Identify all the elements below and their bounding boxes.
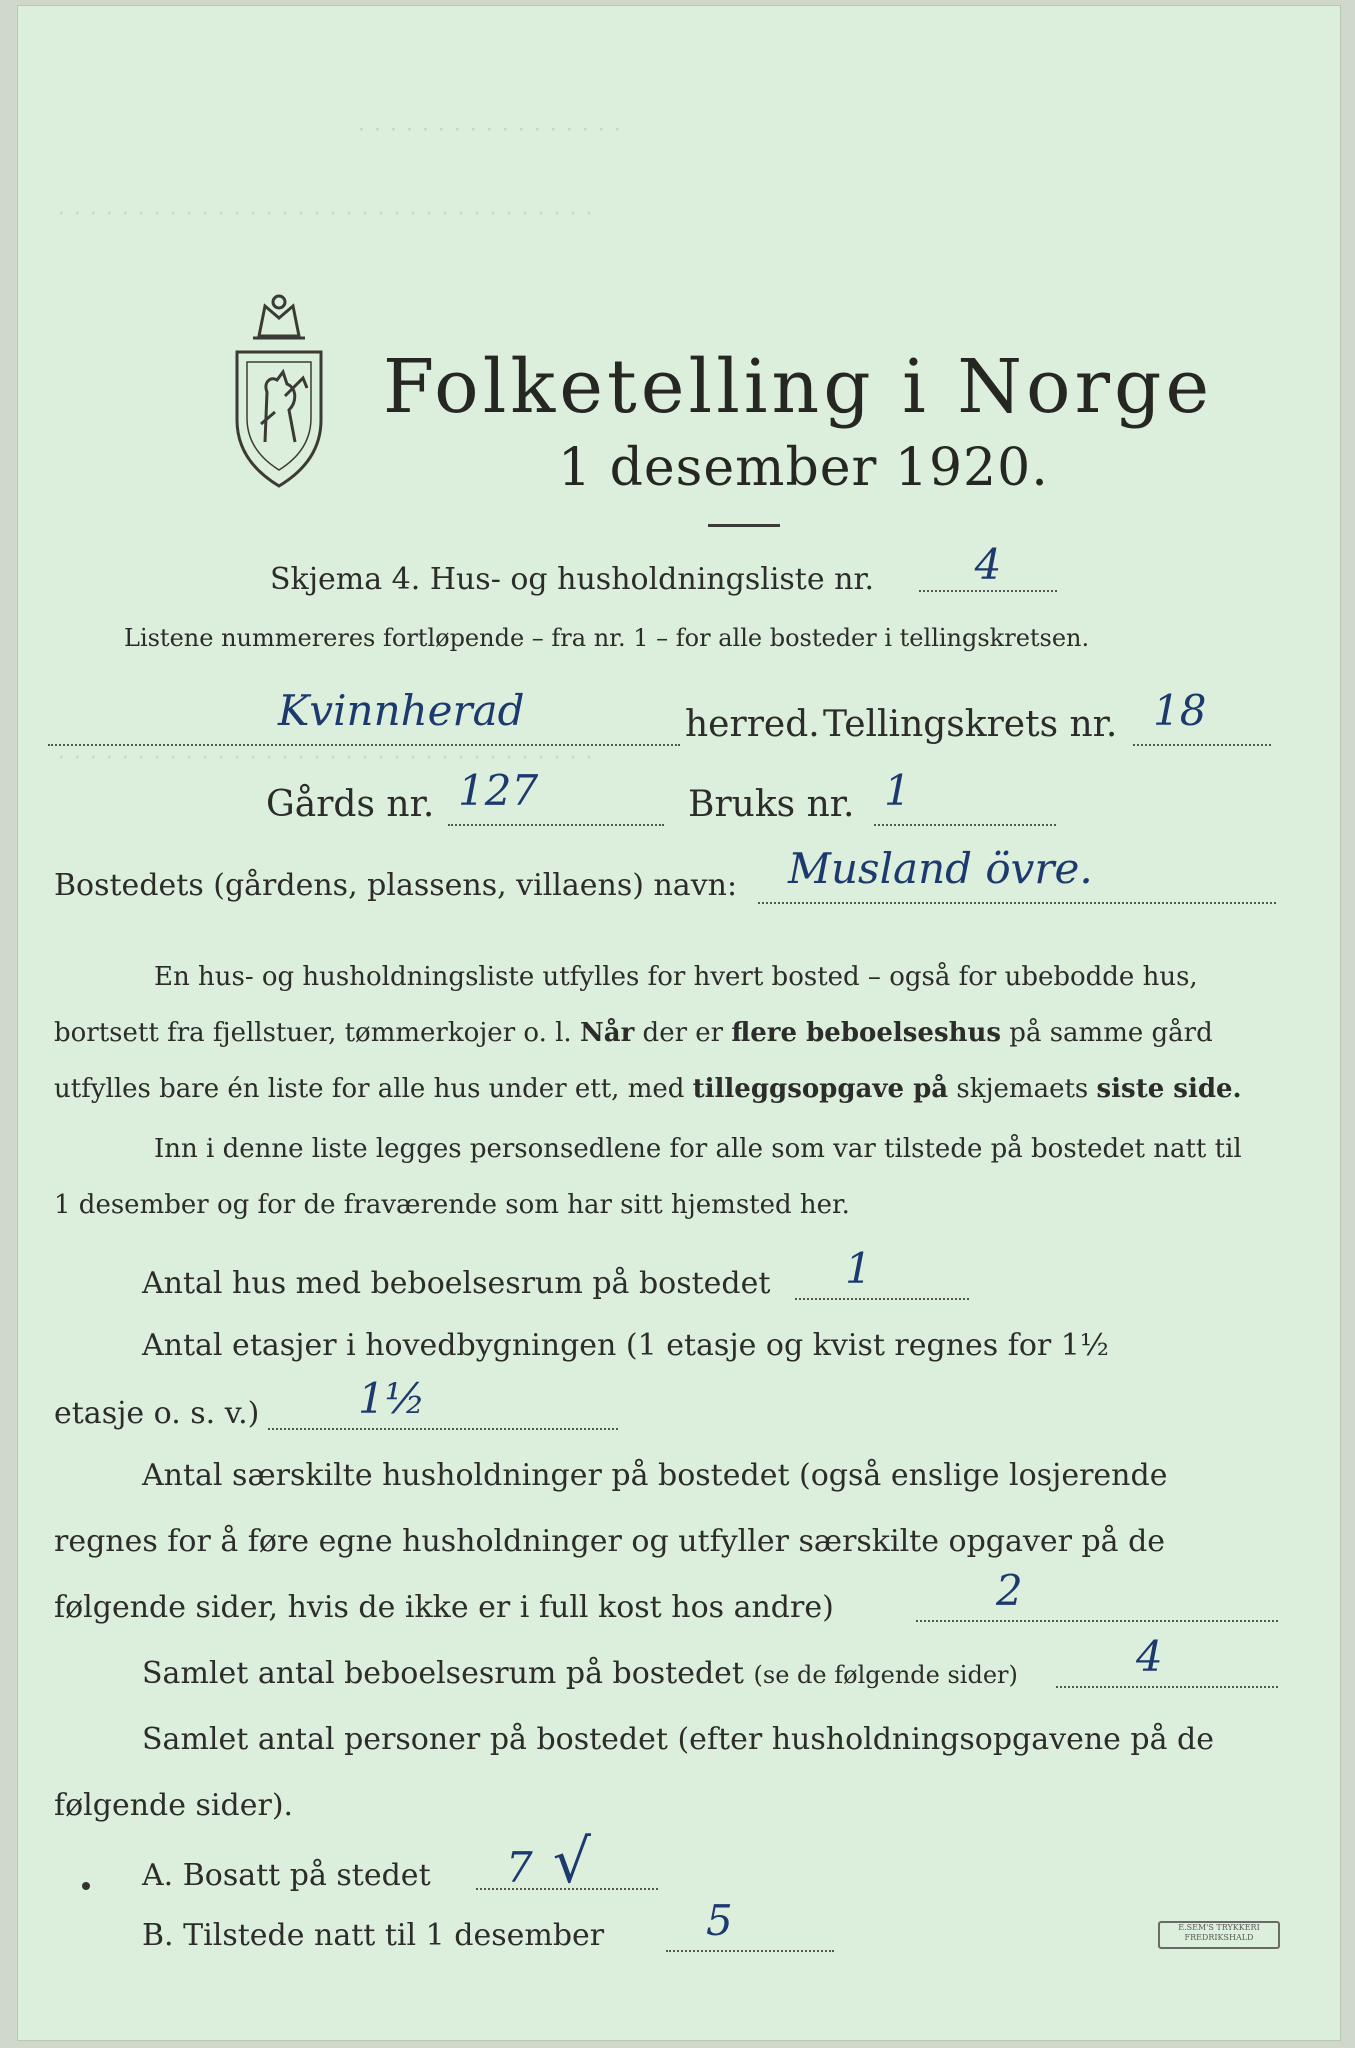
beboelsesrum-value: 4: [1136, 1632, 1163, 1681]
bosted-field[interactable]: [758, 844, 1276, 904]
printer-stamp: E.SEM'S TRYKKERI FREDRIKSHALD: [1158, 1921, 1280, 1949]
hus-value: 1: [845, 1244, 872, 1293]
bruks-label: Bruks nr.: [688, 784, 855, 825]
husholdninger-label-cont: følgende sider, hvis de ikke er i full kost hos andre): [54, 1590, 834, 1625]
schema-note: Listene nummereres fortløpende – fra nr. 1 – for alle bosteder i tellingskretsen.: [124, 624, 1090, 652]
list-number-value: 4: [974, 540, 1002, 589]
instruction-line: 1 desember og for de fraværende som har sitt hjemsted her.: [54, 1190, 850, 1220]
tellingskrets-label: Tellingskrets nr.: [823, 704, 1118, 745]
beboelsesrum-field[interactable]: [1056, 1632, 1278, 1688]
tilstede-value: 5: [706, 1896, 733, 1945]
bosted-label: Bostedets (gårdens, plassens, villaens) navn:: [54, 868, 738, 903]
tellingskrets-field[interactable]: [1133, 686, 1271, 746]
beboelsesrum-label: Samlet antal beboelsesrum på bostedet (se de følgende sider): [142, 1656, 1018, 1691]
husholdninger-value: 2: [996, 1566, 1023, 1615]
tilstede-field[interactable]: [666, 1896, 834, 1952]
tellingskrets-value: 18: [1153, 686, 1207, 735]
list-number-field[interactable]: [919, 540, 1057, 592]
personer-label: Samlet antal personer på bostedet (efter husholdningsopgavene på de: [142, 1722, 1215, 1757]
show-through-text: · · · · · · · · · · · · · · · · · · · · · · · · · · · · · · · · · ·: [58, 746, 594, 771]
checkmark: √: [552, 1827, 591, 1897]
bosatt-field[interactable]: [476, 1827, 658, 1897]
husholdninger-field[interactable]: [916, 1566, 1278, 1622]
instruction-line: bortsett fra fjellstuer, tømmerkojer o. l. Når der er flere beboelseshus på samme gård: [54, 1018, 1213, 1048]
title-divider: [708, 524, 780, 527]
herred-label: herred.: [685, 704, 820, 745]
etasjer-field[interactable]: [268, 1374, 618, 1430]
census-form-page: [18, 6, 1340, 2040]
instruction-line: Inn i denne liste legges personsedlene for alle som var tilstede på bostedet natt til: [154, 1134, 1242, 1164]
schema-label: Skjema 4. Hus- og husholdningsliste nr.: [270, 562, 875, 597]
gards-value: 127: [458, 766, 539, 815]
etasjer-value: 1½: [358, 1374, 426, 1423]
bosatt-label: A. Bosatt på stedet: [142, 1858, 431, 1893]
husholdninger-label: Antal særskilte husholdninger på bostedet (også enslige losjerende: [142, 1458, 1168, 1493]
bosatt-value: 7: [506, 1843, 533, 1892]
herred-value: Kvinnherad: [278, 686, 525, 735]
personer-label-cont: følgende sider).: [54, 1788, 294, 1823]
gards-label: Gårds nr.: [266, 784, 435, 825]
instruction-line: En hus- og husholdningsliste utfylles for hvert bosted – også for ubebodde hus,: [154, 962, 1198, 992]
show-through-text: · · · · · · · · · · · · · · · · · · · · · · · · · · · · · · · · · ·: [58, 202, 594, 227]
bruks-field[interactable]: [874, 766, 1056, 826]
ink-mark: [82, 1882, 90, 1890]
etasjer-label-cont: etasje o. s. v.): [54, 1396, 260, 1431]
bosted-value: Musland övre.: [788, 844, 1093, 893]
census-date: 1 desember 1920.: [558, 438, 1049, 498]
instruction-line: utfylles bare én liste for alle hus under ett, med tilleggsopgave på skjemaets siste side.: [54, 1074, 1242, 1104]
herred-field[interactable]: [48, 686, 680, 746]
norway-coat-of-arms-icon: [223, 292, 335, 492]
husholdninger-label-cont: regnes for å føre egne husholdninger og utfyller særskilte opgaver på de: [54, 1524, 1166, 1559]
show-through-text: · · · · · · · · · · · · · · · · ·: [358, 118, 622, 143]
form-title: Folketelling i Norge: [382, 344, 1214, 430]
tilstede-label: B. Tilstede natt til 1 desember: [142, 1918, 605, 1953]
hus-field[interactable]: [795, 1244, 969, 1300]
bruks-value: 1: [884, 766, 911, 815]
gards-field[interactable]: [448, 766, 664, 826]
hus-label: Antal hus med beboelsesrum på bostedet: [142, 1266, 771, 1301]
etasjer-label: Antal etasjer i hovedbygningen (1 etasje og kvist regnes for 1½: [142, 1328, 1109, 1363]
